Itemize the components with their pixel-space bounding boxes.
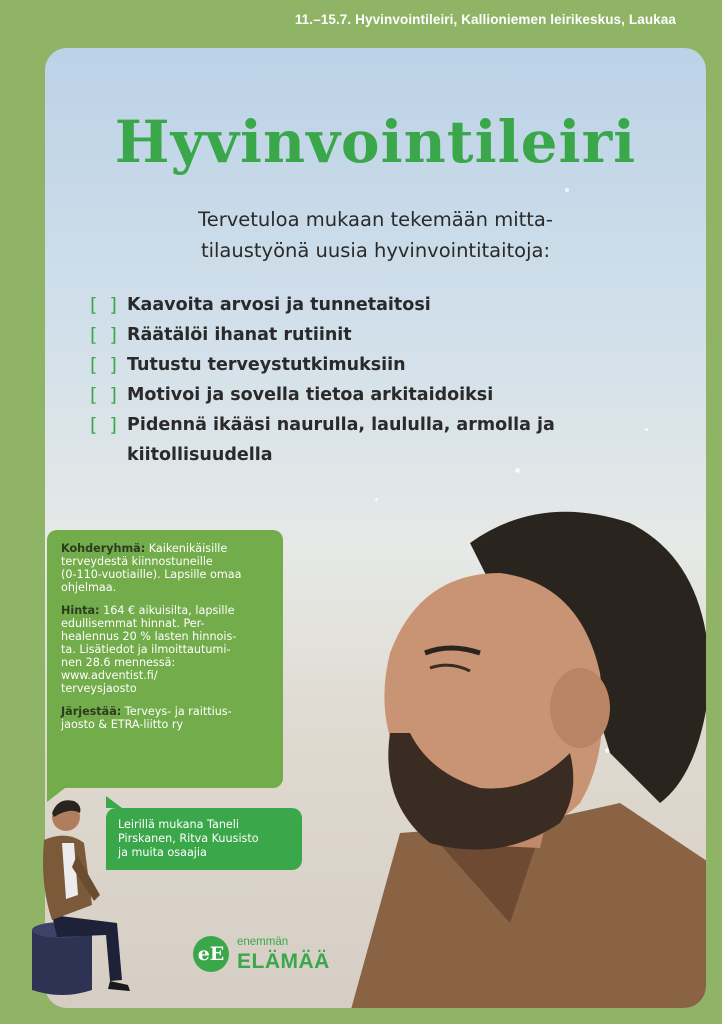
event-date-location: 11.–15.7. Hyvinvointileiri, Kallioniemen leirikeskus, Laukaa xyxy=(294,12,676,27)
poster-card xyxy=(45,48,706,1008)
organizer-info xyxy=(61,705,269,731)
price-text: nen 28.6 mennessä: xyxy=(61,656,176,669)
checklist-item xyxy=(90,350,690,380)
intro-line: Tervetuloa mukaan tekemään mitta- xyxy=(198,208,553,231)
target-text: ohjelmaa. xyxy=(61,581,117,594)
poster-title: Hyvinvointileiri xyxy=(114,108,637,176)
checklist-item-text: Räätälöi ihanat rutiinit xyxy=(127,325,352,345)
logo-big-text: ELÄMÄÄ xyxy=(237,950,330,973)
checklist-item-text: Pidennä ikääsi naurulla, laululla, armolla ja xyxy=(127,415,555,435)
enemman-elamaa-logo xyxy=(193,936,353,978)
logo-mark: eE xyxy=(193,936,229,972)
bubble-line: Pirskanen, Ritva Kuusisto xyxy=(118,832,259,845)
target-text: (0-110-vuotiaille). Lapsille omaa xyxy=(61,568,242,581)
logo-small-text: enemmän xyxy=(237,936,289,948)
website-link[interactable]: terveysjaosto xyxy=(61,682,137,695)
target-text: terveydestä kiinnostuneille xyxy=(61,555,213,568)
bubble-line: Leirillä mukana Taneli xyxy=(118,818,240,831)
checkbox-icon: [ ] xyxy=(90,384,120,406)
price-info xyxy=(61,604,269,695)
target-text: Kaikenikäisille xyxy=(145,542,228,555)
target-label: Kohderyhmä: xyxy=(61,542,146,555)
organizer-label: Järjestää: xyxy=(61,705,122,718)
checklist-item-text: kiitollisuudella xyxy=(127,445,273,465)
person-photo xyxy=(280,503,706,1008)
info-box xyxy=(47,530,283,788)
checklist-item xyxy=(90,410,690,470)
price-text: 164 € aikuisilta, lapsille xyxy=(99,604,235,617)
organizer-text: jaosto & ETRA-liitto ry xyxy=(61,718,184,731)
checklist-item xyxy=(90,380,690,410)
price-text: healennus 20 % lasten hinnois- xyxy=(61,630,237,643)
checkbox-icon: [ ] xyxy=(90,294,120,316)
checklist-item-text: Kaavoita arvosi ja tunnetaitosi xyxy=(127,295,431,315)
intro-line: tilaustyönä uusia hyvinvointitaitoja: xyxy=(200,239,551,262)
checklist-item xyxy=(90,320,690,350)
intro-text xyxy=(105,204,646,266)
checkbox-icon: [ ] xyxy=(90,414,120,436)
website-link[interactable]: www.adventist.fi/ xyxy=(61,669,158,682)
price-text: edullisemmat hinnat. Per- xyxy=(61,617,205,630)
price-label: Hinta: xyxy=(61,604,100,617)
bubble-line: ja muita osaajia xyxy=(118,846,207,859)
organizer-text: Terveys- ja raittius- xyxy=(121,705,232,718)
checkbox-icon: [ ] xyxy=(90,324,120,346)
price-text: ta. Lisätiedot ja ilmoittautumi- xyxy=(61,643,231,656)
target-group xyxy=(61,542,269,594)
checklist-item xyxy=(90,290,690,320)
checklist-item-text: Motivoi ja sovella tietoa arkitaidoiksi xyxy=(127,385,494,405)
checklist-item-text: Tutustu terveystutkimuksiin xyxy=(127,355,406,375)
seated-person-illustration xyxy=(22,795,142,1015)
checkbox-icon: [ ] xyxy=(90,354,120,376)
benefits-checklist xyxy=(90,290,690,470)
